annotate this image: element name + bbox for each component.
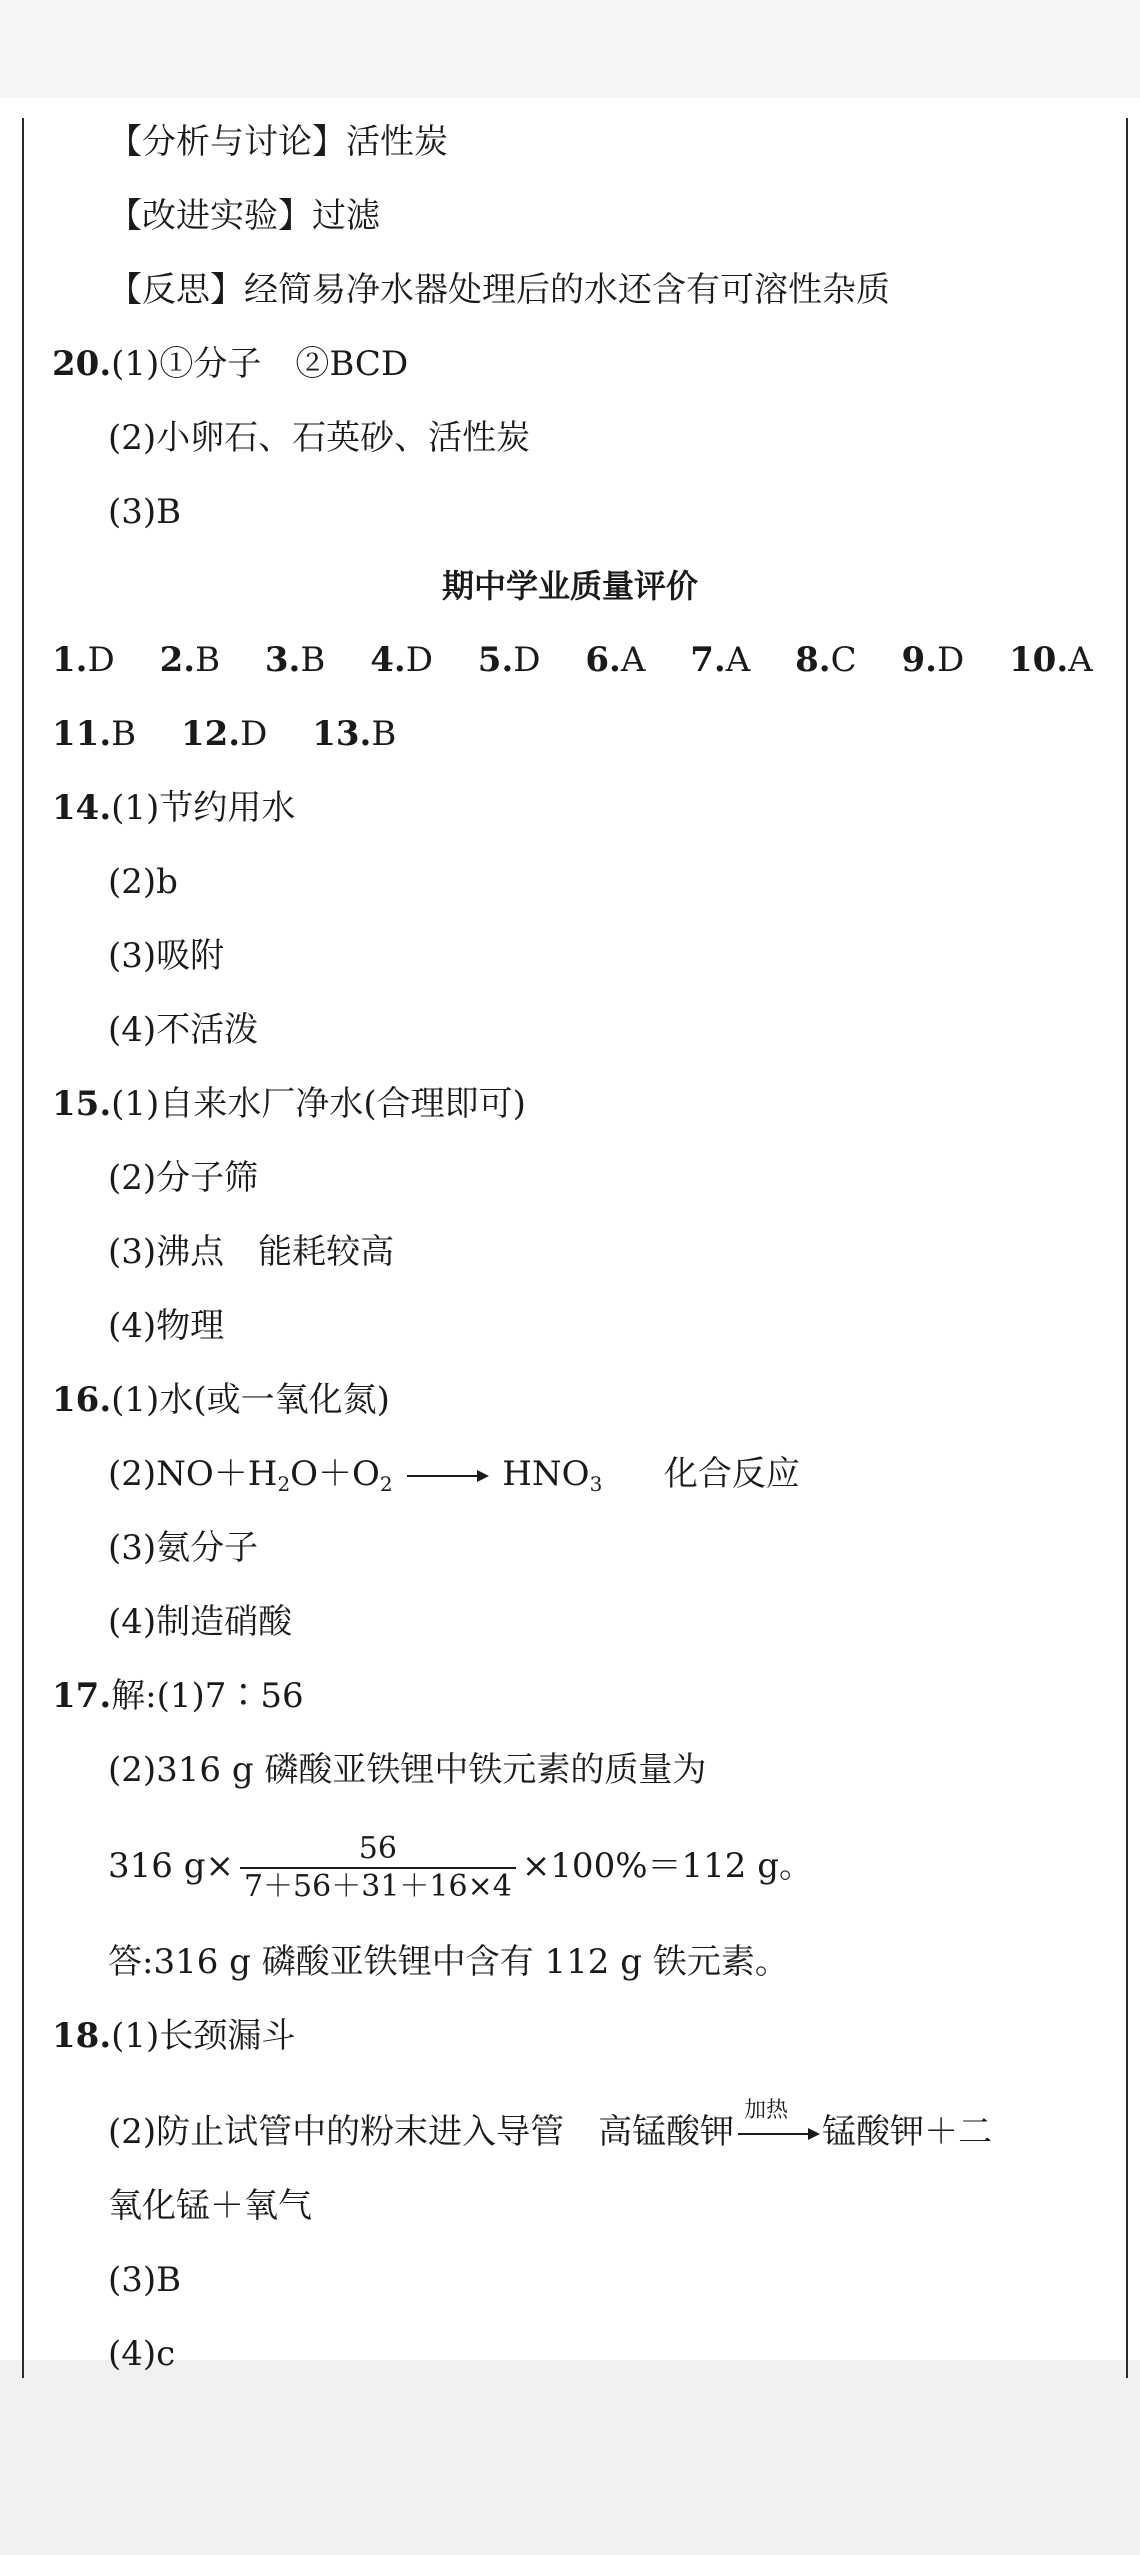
q14-answer-4: (4)不活泼 bbox=[108, 1010, 259, 1050]
analysis-line: 【分析与讨论】活性炭 bbox=[108, 122, 448, 162]
fraction: $\frac{56}{7+56+31+16\times 4}$ bbox=[240, 1831, 516, 1905]
question-number: 20. bbox=[52, 344, 112, 384]
answer-text: (1)自来水厂净水(合理即可) bbox=[111, 1084, 526, 1124]
mc-answer: 12.D bbox=[180, 714, 268, 754]
mc-answer: 1.D bbox=[52, 640, 115, 680]
q17-calculation: 316 g× $\frac{56}{7+56+31+16\times 4}$ ×100%＝112 g。 bbox=[108, 1831, 813, 1904]
answer-text: (1)①分子 ②BCD bbox=[111, 344, 409, 384]
left-border-line bbox=[22, 118, 24, 2378]
q14-answer-1 bbox=[52, 788, 295, 828]
reaction-condition: 加热 bbox=[744, 2098, 789, 2123]
question-number: 14. bbox=[52, 788, 112, 828]
answer-text: (1)长颈漏斗 bbox=[111, 2016, 296, 2056]
bottom-margin bbox=[0, 2360, 1140, 2555]
question-number: 17. bbox=[52, 1676, 112, 1716]
top-margin bbox=[0, 0, 1140, 98]
mc-answer: 6.A bbox=[585, 640, 646, 680]
reflect-line: 【反思】经简易净水器处理后的水还含有可溶性杂质 bbox=[108, 270, 890, 310]
q17-answer-1 bbox=[52, 1676, 304, 1716]
improve-line: 【改进实验】过滤 bbox=[108, 196, 380, 236]
mc-answer: 2.B bbox=[159, 640, 221, 680]
q15-answer-4: (4)物理 bbox=[108, 1306, 225, 1346]
mc-answer: 11.B bbox=[52, 714, 137, 754]
answer-text: (1)节约用水 bbox=[111, 788, 296, 828]
right-border-line bbox=[1126, 118, 1128, 2378]
mc-answer: 3.B bbox=[264, 640, 326, 680]
answer-text: 解:(1)7∶56 bbox=[111, 1676, 304, 1716]
q18-answer-2-continued: 氧化锰＋氧气 bbox=[108, 2186, 312, 2226]
mc-answer: 5.D bbox=[477, 640, 541, 680]
question-number: 16. bbox=[52, 1380, 112, 1420]
q17-answer-2: (2)316 g 磷酸亚铁锂中铁元素的质量为 bbox=[108, 1750, 707, 1790]
q18-answer-4: (4)c bbox=[108, 2334, 176, 2374]
q15-answer-1 bbox=[52, 1084, 526, 1124]
reaction-arrow-icon bbox=[738, 2098, 818, 2135]
question-number: 15. bbox=[52, 1084, 112, 1124]
q14-answer-2: (2)b bbox=[108, 862, 178, 902]
q20-answer-2: (2)小卵石、石英砂、活性炭 bbox=[108, 418, 531, 458]
question-number: 18. bbox=[52, 2016, 112, 2056]
q18-answer-2: (2)防止试管中的粉末进入导管 高锰酸钾 加热 锰酸钾＋二 bbox=[108, 2098, 993, 2152]
q15-answer-3: (3)沸点 能耗较高 bbox=[108, 1232, 395, 1272]
q20-answer-3: (3)B bbox=[108, 492, 182, 532]
mc-answer: 9.D bbox=[901, 640, 965, 680]
q16-answer-3: (3)氨分子 bbox=[108, 1528, 259, 1568]
mc-answer: 7.A bbox=[690, 640, 751, 680]
mc-answer: 4.D bbox=[370, 640, 433, 680]
reaction-type: 化合反应 bbox=[663, 1454, 800, 1494]
q14-answer-3: (3)吸附 bbox=[108, 936, 225, 976]
section-title: 期中学业质量评价 bbox=[441, 567, 698, 605]
q16-equation: $(2)NO+H_2O+O_2$ $HNO_3$ 化合反应 bbox=[108, 1454, 800, 1496]
mc-answer: 13.B bbox=[312, 714, 397, 754]
q18-answer-1 bbox=[52, 2016, 295, 2056]
q17-conclusion: 答:316 g 磷酸亚铁锂中含有 112 g 铁元素。 bbox=[108, 1942, 789, 1982]
mc-row-2 bbox=[52, 714, 396, 754]
q16-answer-4: (4)制造硝酸 bbox=[108, 1602, 293, 1642]
q15-answer-2: (2)分子筛 bbox=[108, 1158, 259, 1198]
mc-row-1 bbox=[52, 640, 1093, 680]
mc-answer: 8.C bbox=[795, 640, 857, 680]
q20-answer-1 bbox=[52, 344, 408, 384]
answer-text: (1)水(或一氧化氮) bbox=[111, 1380, 390, 1420]
mc-answer: 10.A bbox=[1009, 640, 1093, 680]
q16-answer-1 bbox=[52, 1380, 390, 1420]
reaction-arrow-icon bbox=[407, 1475, 487, 1477]
q18-answer-3: (3)B bbox=[108, 2260, 182, 2300]
